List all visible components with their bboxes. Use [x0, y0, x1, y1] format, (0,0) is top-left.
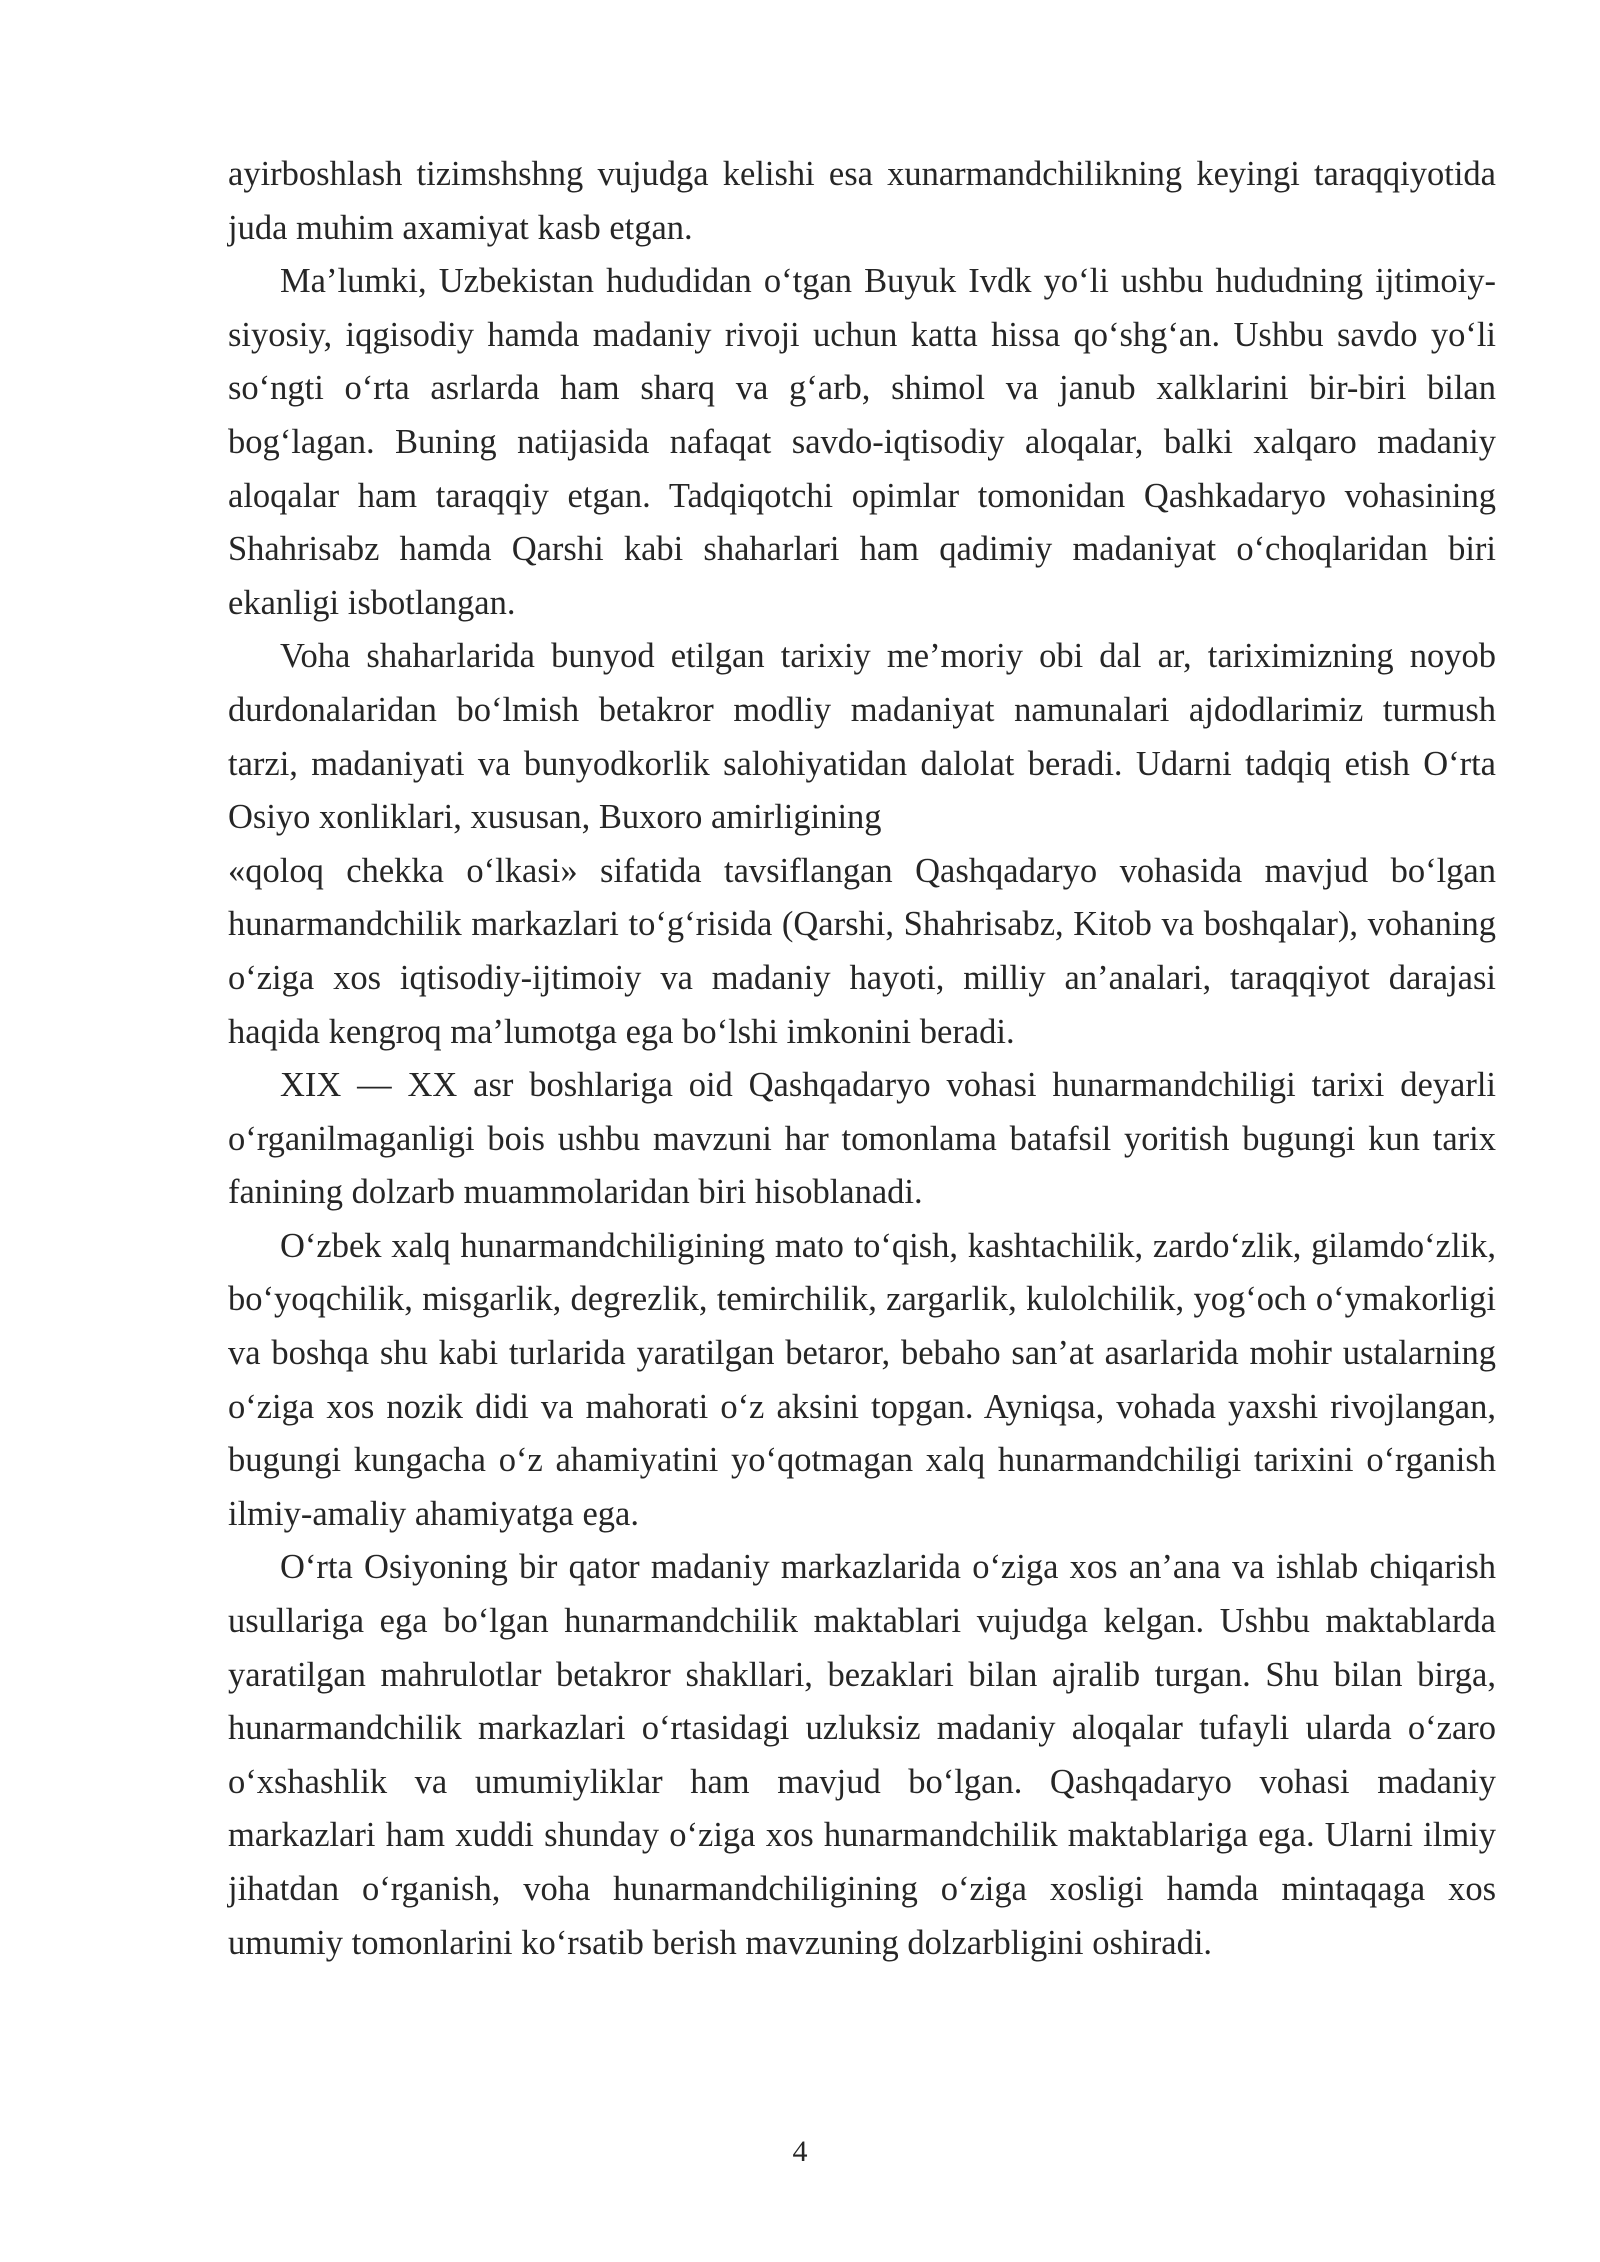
paragraph: «qoloq chekka o‘lkasi» sifatida tavsiflangan Qashqadaryo vohasida mavjud bo‘lgan hunarmandchilik markazlari to‘g‘risida (Qarshi, Shahrisabz, Kitob va boshqalar), vohaning o‘ziga xos iqtisodiy-ijtimoiy va madaniy hayoti, milliy an’analari, taraqqiyot darajasi haqida kengroq ma’lumotga ega bo‘lshi imkonini beradi.: [228, 851, 1496, 1051]
page-number: 4: [792, 2135, 808, 2168]
paragraph: O‘rta Osiyoning bir qator madaniy markazlarida o‘ziga xos an’ana va ishlab chiqarish usullariga ega bo‘lgan hunarmandchilik maktablari vujudga kelgan. Ushbu maktablarda yaratilgan mahrulotlar betakror shakllari, bezaklari bilan ajralib turgan. Shu bilan birga, hunarmandchilik markazlari o‘rtasidagi uzluksiz madaniy aloqalar tufayli ularda o‘zaro o‘xshashlik va umumiyliklar ham mavjud bo‘lgan. Qashqadaryo vohasi madaniy markazlari ham xuddi shunday o‘ziga xos hunarmandchilik maktablariga ega. Ularni ilmiy jihatdan o‘rganish, voha hunarmandchiligining o‘ziga xosligi hamda mintaqaga xos umumiy tomonlarini ko‘rsatib berish mavzuning dolzarbligini oshiradi.: [228, 1548, 1496, 1962]
paragraph: O‘zbek xalq hunarmandchiligining mato to‘qish, kashtachilik, zardo‘zlik, gilamdo‘zlik, bo‘yoqchilik, misgarlik, degrezlik, temirchilik, zargarlik, kulolchilik, yog‘och o‘ymakorligi va boshqa shu kabi turlarida yaratilgan betaror, bebaho san’at asarlarida mohir ustalarning o‘ziga xos nozik didi va mahorati o‘z aksini topgan. Ayniqsa, vohada yaxshi rivojlangan, bugungi kungacha o‘z ahamiyatini yo‘qotmagan xalq hunarmandchiligi tarixini o‘rganish ilmiy-amaliy ahamiyatga ega.: [228, 1226, 1496, 1533]
body-text: [228, 148, 1496, 1970]
paragraph: ayirboshlash tizimshshng vujudga kelishi esa xunarmandchilikning keyingi taraqqiyotida juda muhim axamiyat kasb etgan.: [228, 155, 1496, 247]
paragraph: XIX — XX asr boshlariga oid Qashqadaryo vohasi hunarmandchiligi tarixi deyarli o‘rganilmaganligi bois ushbu mavzuni har tomonlama batafsil yoritish bugungi kun tarix fanining dolzarb muammolaridan biri hisoblanadi.: [228, 1066, 1496, 1212]
paragraph: Voha shaharlarida bunyod etilgan tarixiy me’moriy obi dal ar, tariximizning noyob durdonalaridan bo‘lmish betakror modliy madaniyat namunalari ajdodlarimiz turmush tarzi, madaniyati va bunyodkorlik salohiyatidan dalolat beradi. Udarni tadqiq etish O‘rta Osiyo xonliklari, xususan, Buxoro amirligining: [228, 637, 1496, 837]
paragraph: Ma’lumki, Uzbekistan hududidan o‘tgan Buyuk Ivdk yo‘li ushbu hududning ijtimoiy-siyosiy, iqgisodiy hamda madaniy rivoji uchun katta hissa qo‘shg‘an. Ushbu savdo yo‘li so‘ngti o‘rta asrlarda ham sharq va g‘arb, shimol va janub xalklarini bir-biri bilan bog‘lagan. Buning natijasida nafaqat savdo-iqtisodiy aloqalar, balki xalqaro madaniy aloqalar ham taraqqiy etgan. Tadqiqotchi opimlar tomonidan Qashkadaryo vohasining Shahrisabz hamda Qarshi kabi shaharlari ham qadimiy madaniyat o‘choqlaridan biri ekanligi isbotlangan.: [228, 262, 1496, 622]
